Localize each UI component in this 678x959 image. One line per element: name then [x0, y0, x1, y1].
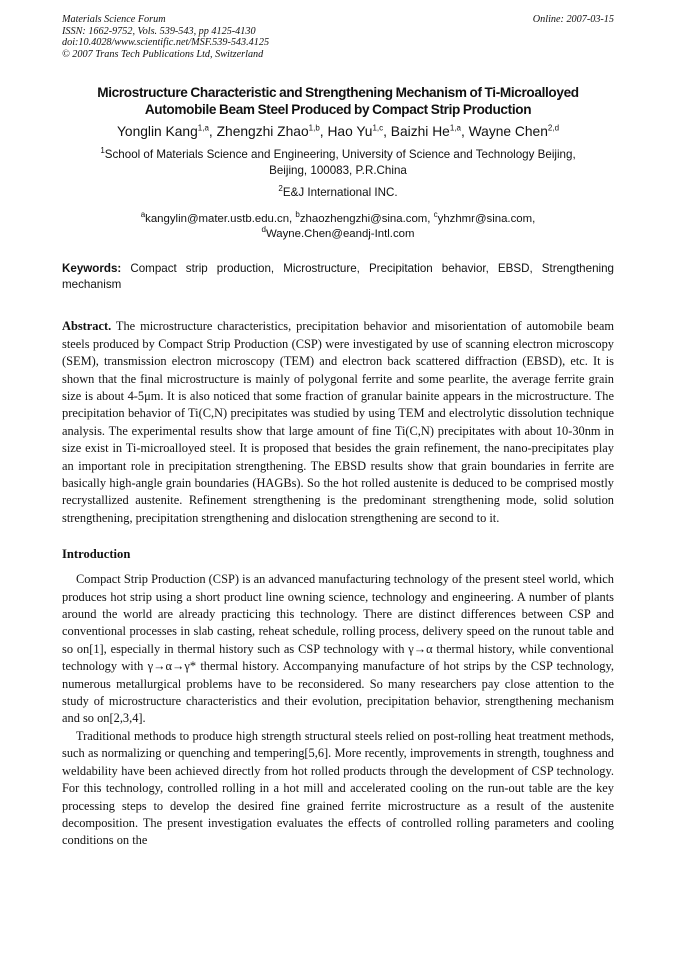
online-date: Online: 2007-03-15	[532, 14, 614, 25]
email-d[interactable]: Wayne.Chen@eandj-Intl.com	[265, 227, 415, 240]
intro-paragraph-1: Compact Strip Production (CSP) is an advanced manufacturing technology of the present steel world, which produces hot strip using a short product line owning science, technology and engineering. A number of plants around the world are already practicing this technology. There are distinct differences between CSP and conventional processes in slab casting, reheat schedule, rolling process, delivery speed on the runout table and so on[1], especially in thermal history such as CSP technology with γ→α thermal history, while conventional technology with γ→α→γ* thermal history. Accompanying manufacture of hot strips by the CSP technology, numerous metallurgical problems have to be reconsidered. So many researchers pay close attention to the study of microstructure characteristics and their evolution, precipitation behavior, strengthening mechanism and so on[2,3,4].	[62, 572, 614, 726]
author-separator: ,	[460, 124, 469, 140]
affiliation-1	[62, 147, 614, 178]
author	[469, 124, 559, 139]
affiliation-sup: 2	[278, 183, 283, 193]
issn-line: ISSN: 1662-9752, Vols. 539-543, pp 4125-4130	[62, 25, 256, 37]
author	[327, 124, 390, 139]
author-sup: 1,b	[308, 123, 320, 133]
affiliation-line-1: School of Materials Science and Engineering, University of Science and Technology Beijing,	[104, 148, 576, 162]
author-separator: ,	[383, 124, 391, 140]
title-line-2: Automobile Beam Steel Produced by Compact Strip Production	[144, 102, 532, 118]
author	[217, 124, 328, 139]
email-list	[62, 212, 614, 241]
author-list	[62, 123, 614, 141]
affiliation-line-2: Beijing, 100083, P.R.China	[269, 163, 407, 177]
keywords-text: Compact strip production, Microstructure, Precipitation behavior, EBSD, Strengthening mechanism	[62, 262, 614, 292]
author-sup: 1,a	[449, 123, 461, 133]
author-name: Wayne Chen	[468, 124, 548, 140]
abstract-label: Abstract.	[62, 319, 112, 334]
author-name: Yonglin Kang	[116, 124, 198, 140]
abstract	[62, 318, 614, 527]
email-sup: a	[140, 210, 146, 220]
email-sup: b	[295, 210, 300, 220]
author-separator: ,	[208, 124, 217, 140]
author	[117, 124, 217, 139]
author-name: Zhengzhi Zhao	[216, 124, 309, 140]
title-line-1: Microstructure Characteristic and Strengthening Mechanism of Ti-Microalloyed	[97, 85, 579, 101]
doi-line[interactable]: doi:10.4028/www.scientific.net/MSF.539-543.4125	[62, 37, 270, 49]
journal-info	[62, 14, 269, 60]
author-name: Baizhi He	[390, 124, 450, 140]
affiliation-sup: 1	[100, 146, 105, 156]
journal-header	[62, 14, 614, 60]
author-name: Hao Yu	[327, 124, 373, 140]
email-c[interactable]: yhzhmr@sina.com,	[437, 213, 536, 226]
affiliation-text: E&J International INC.	[282, 185, 398, 199]
author-separator: ,	[319, 124, 328, 140]
paper-title	[62, 84, 614, 118]
affiliation-2	[62, 185, 614, 201]
email-sup: d	[261, 224, 266, 234]
email-a[interactable]: kangylin@mater.ustb.edu.cn,	[145, 213, 296, 226]
author	[391, 124, 469, 139]
abstract-text: The microstructure characteristics, precipitation behavior and misorientation of automobile beam steels produced by Compact Strip Production (CSP) were investigated by use of scanning electron microscopy (SEM), transmission electron microscopy (TEM) and electron back scattered diffraction (EBSD), etc. It is shown that the final microstructure is mainly of polygonal ferrite and some pearlite, the average ferrite grain size is about 4-5μm. It is also noticed that some fraction of granular bainite appears in the microstructure. The precipitation behavior of Ti(C,N) precipitates was studied by using TEM and electrolytic dissolution technique analysis. The experimental results show that large amount of fine Ti(C,N) precipitates with about 10-30nm in size exist in Ti-microalloyed steel. It is proposed that besides the grain refinement, the nano-precipitates play an important role in precipitation strengthening. The EBSD results show that grain boundaries in ferrite are basically high-angle grain boundaries (HAGBs). So the hot rolled austenite is deduced to be comprised mostly recrystallized austenite. Refinement strengthening is the predominant strengthening mode, solid solution strengthening, precipitation strengthening and dislocation strengthening are second to it.	[62, 319, 614, 525]
email-sup: c	[433, 210, 438, 220]
email-b[interactable]: zhaozhengzhi@sina.com,	[299, 213, 434, 226]
author-sup: 1,c	[372, 123, 384, 133]
copyright-line: © 2007 Trans Tech Publications Ltd, Switzerland	[62, 48, 264, 60]
section-heading: Introduction	[62, 547, 131, 562]
keywords-label: Keywords:	[62, 262, 122, 276]
keywords	[62, 261, 614, 293]
intro-paragraph-2: Traditional methods to produce high strength structural steels relied on post-rolling heat treatment methods, such as normalizing or quenching and tempering[5,6]. More recently, improvements in strength, toughness and weldability have been achieved directly from hot rolled products through the development of CSP technology. For this technology, controlled rolling in a hot mill and accelerated cooling on the run-out table are the key processing steps to develop the desired fine grained ferrite microstructure as a result of the austenite decomposition. The present investigation evaluates the effects of controlled rolling parameters and cooling conditions on the	[62, 728, 614, 848]
author-sup: 2,d	[547, 123, 560, 133]
journal-name: Materials Science Forum	[62, 14, 166, 25]
author-sup: 1,a	[197, 123, 209, 133]
